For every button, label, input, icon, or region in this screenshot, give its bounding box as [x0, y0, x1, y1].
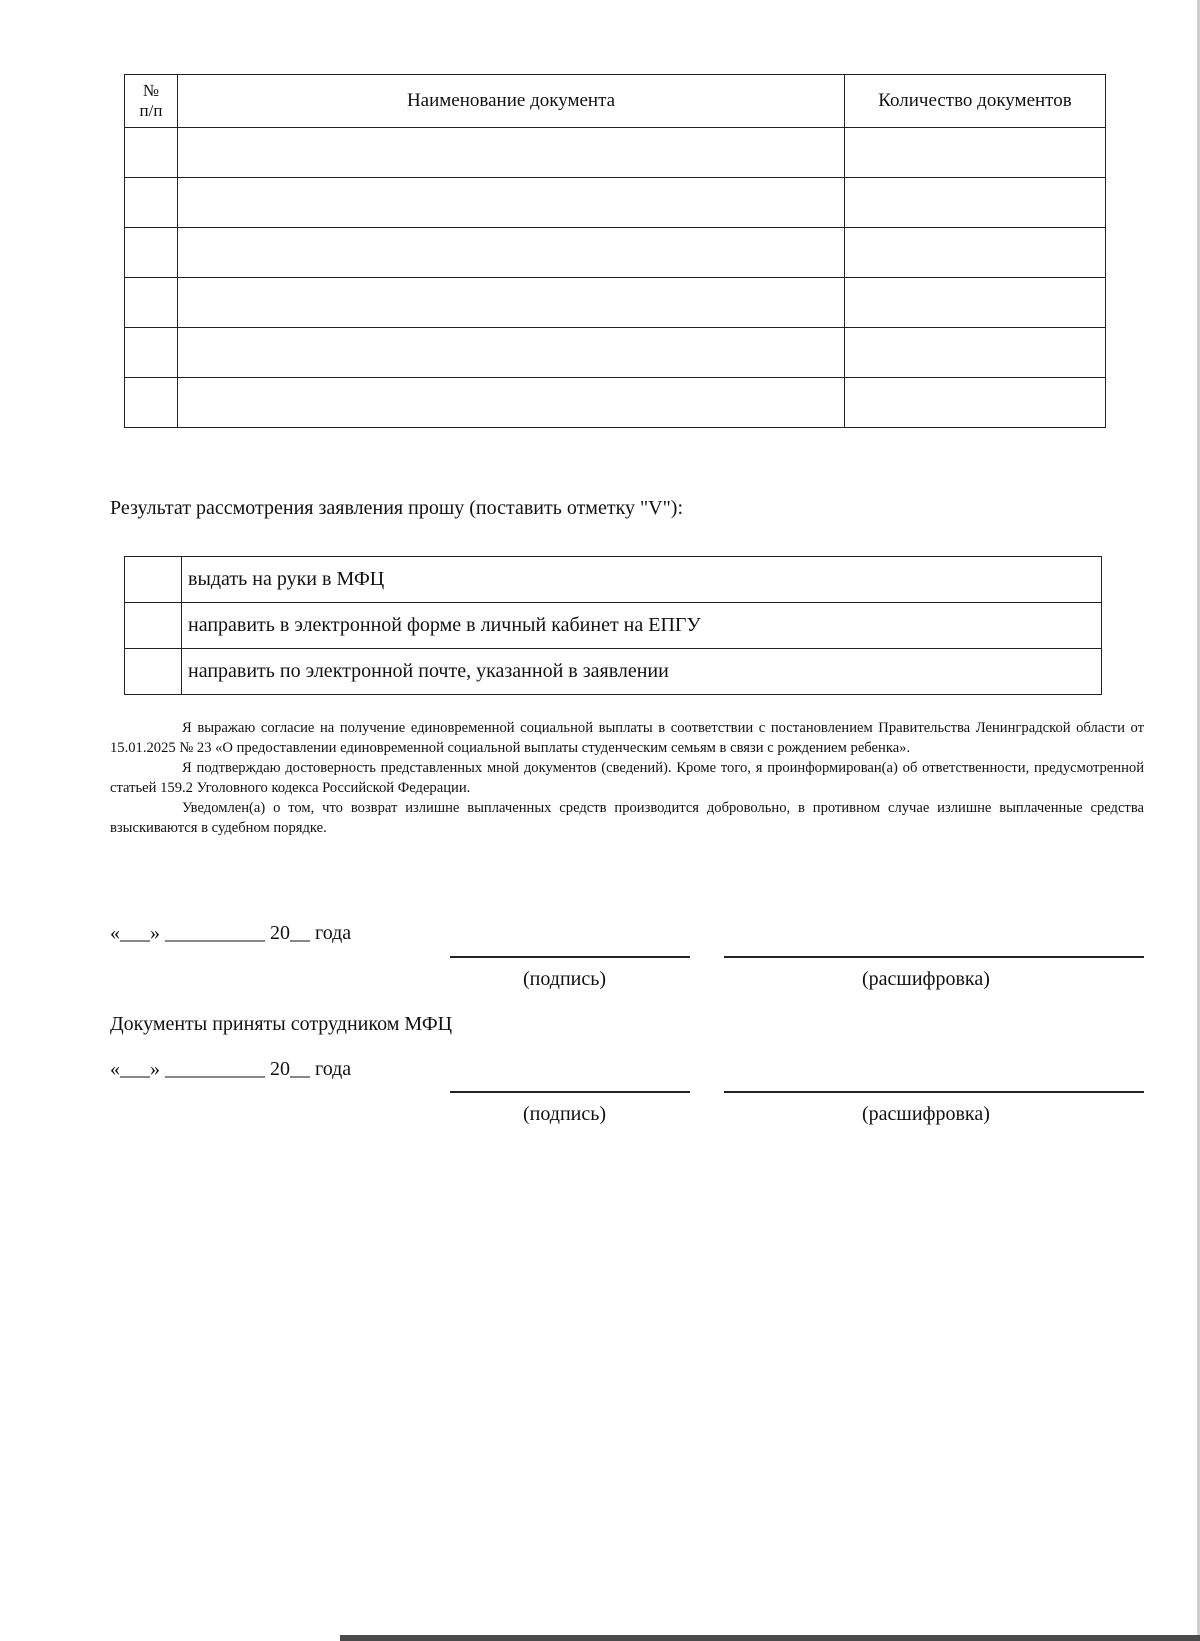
table-row [125, 378, 1106, 428]
table-row [125, 228, 1106, 278]
cell-number[interactable] [125, 378, 178, 428]
header-number: № п/п [125, 75, 178, 128]
table-row [125, 278, 1106, 328]
cell-document-name[interactable] [178, 328, 845, 378]
mfc-decoding-caption: (расшифровка) [862, 1103, 990, 1125]
applicant-decoding-line[interactable] [724, 956, 1144, 958]
option-row-epgu [125, 603, 1102, 649]
applicant-date-line[interactable]: «___» __________ 20__ года [110, 922, 352, 944]
cell-document-count[interactable] [845, 378, 1106, 428]
header-document-name: Наименование документа [178, 75, 845, 128]
table-row [125, 128, 1106, 178]
option-label-email: направить по электронной почте, указанной в заявлении [182, 649, 1102, 695]
cell-document-count[interactable] [845, 278, 1106, 328]
result-options-table [124, 556, 1102, 695]
documents-table [124, 74, 1106, 428]
cell-document-name[interactable] [178, 128, 845, 178]
mfc-signature-caption: (подпись) [523, 1103, 607, 1125]
cell-document-name[interactable] [178, 378, 845, 428]
mfc-signature-line[interactable] [450, 1091, 690, 1093]
table-row [125, 328, 1106, 378]
consent-paragraph-2: Я подтверждаю достоверность представленных мной документов (сведений). Кроме того, я проинформирован(а) об ответственности, предусмотренной статьей 159.2 Уголовного кодекса Российской Федерации. [110, 760, 1144, 796]
documents-table-body [125, 128, 1106, 428]
consent-paragraph-3: Уведомлен(а) о том, что возврат излишне выплаченных средств производится добровольно, в противном случае излишне выплаченные средства взыскиваются в судебном порядке. [110, 800, 1144, 836]
header-document-count: Количество документов [845, 75, 1106, 128]
mfc-decoding-line[interactable] [724, 1091, 1144, 1093]
applicant-signature-line[interactable] [450, 956, 690, 958]
option-checkbox-epgu[interactable] [125, 603, 182, 649]
scan-edge-bottom [340, 1635, 1200, 1641]
cell-document-count[interactable] [845, 128, 1106, 178]
cell-document-count[interactable] [845, 228, 1106, 278]
cell-document-name[interactable] [178, 278, 845, 328]
cell-document-name[interactable] [178, 178, 845, 228]
cell-number[interactable] [125, 178, 178, 228]
applicant-signature-caption: (подпись) [523, 968, 607, 990]
applicant-decoding-caption: (расшифровка) [862, 968, 990, 990]
cell-number[interactable] [125, 128, 178, 178]
mfc-date-line[interactable]: «___» __________ 20__ года [110, 1058, 352, 1080]
cell-number[interactable] [125, 278, 178, 328]
cell-number[interactable] [125, 328, 178, 378]
option-label-mfc: выдать на руки в МФЦ [182, 557, 1102, 603]
cell-document-name[interactable] [178, 228, 845, 278]
table-row [125, 178, 1106, 228]
cell-number[interactable] [125, 228, 178, 278]
option-row-email [125, 649, 1102, 695]
option-checkbox-mfc[interactable] [125, 557, 182, 603]
documents-table-header [125, 75, 1106, 128]
option-checkbox-email[interactable] [125, 649, 182, 695]
cell-document-count[interactable] [845, 178, 1106, 228]
option-label-epgu: направить в электронной форме в личный кабинет на ЕПГУ [182, 603, 1102, 649]
cell-document-count[interactable] [845, 328, 1106, 378]
option-row-mfc [125, 557, 1102, 603]
mfc-accepted-label: Документы приняты сотрудником МФЦ [110, 1013, 453, 1035]
consent-paragraph-1: Я выражаю согласие на получение единовременной социальной выплаты в соответствии с постановлением Правительства Ленинградской области от 15.01.2025 № 23 «О предоставлении единовременной социальной выплаты студенческим семьям в связи с рождением ребенка». [110, 720, 1144, 756]
result-label: Результат рассмотрения заявления прошу (поставить отметку "V"): [110, 497, 683, 519]
consent-block [110, 718, 1144, 838]
